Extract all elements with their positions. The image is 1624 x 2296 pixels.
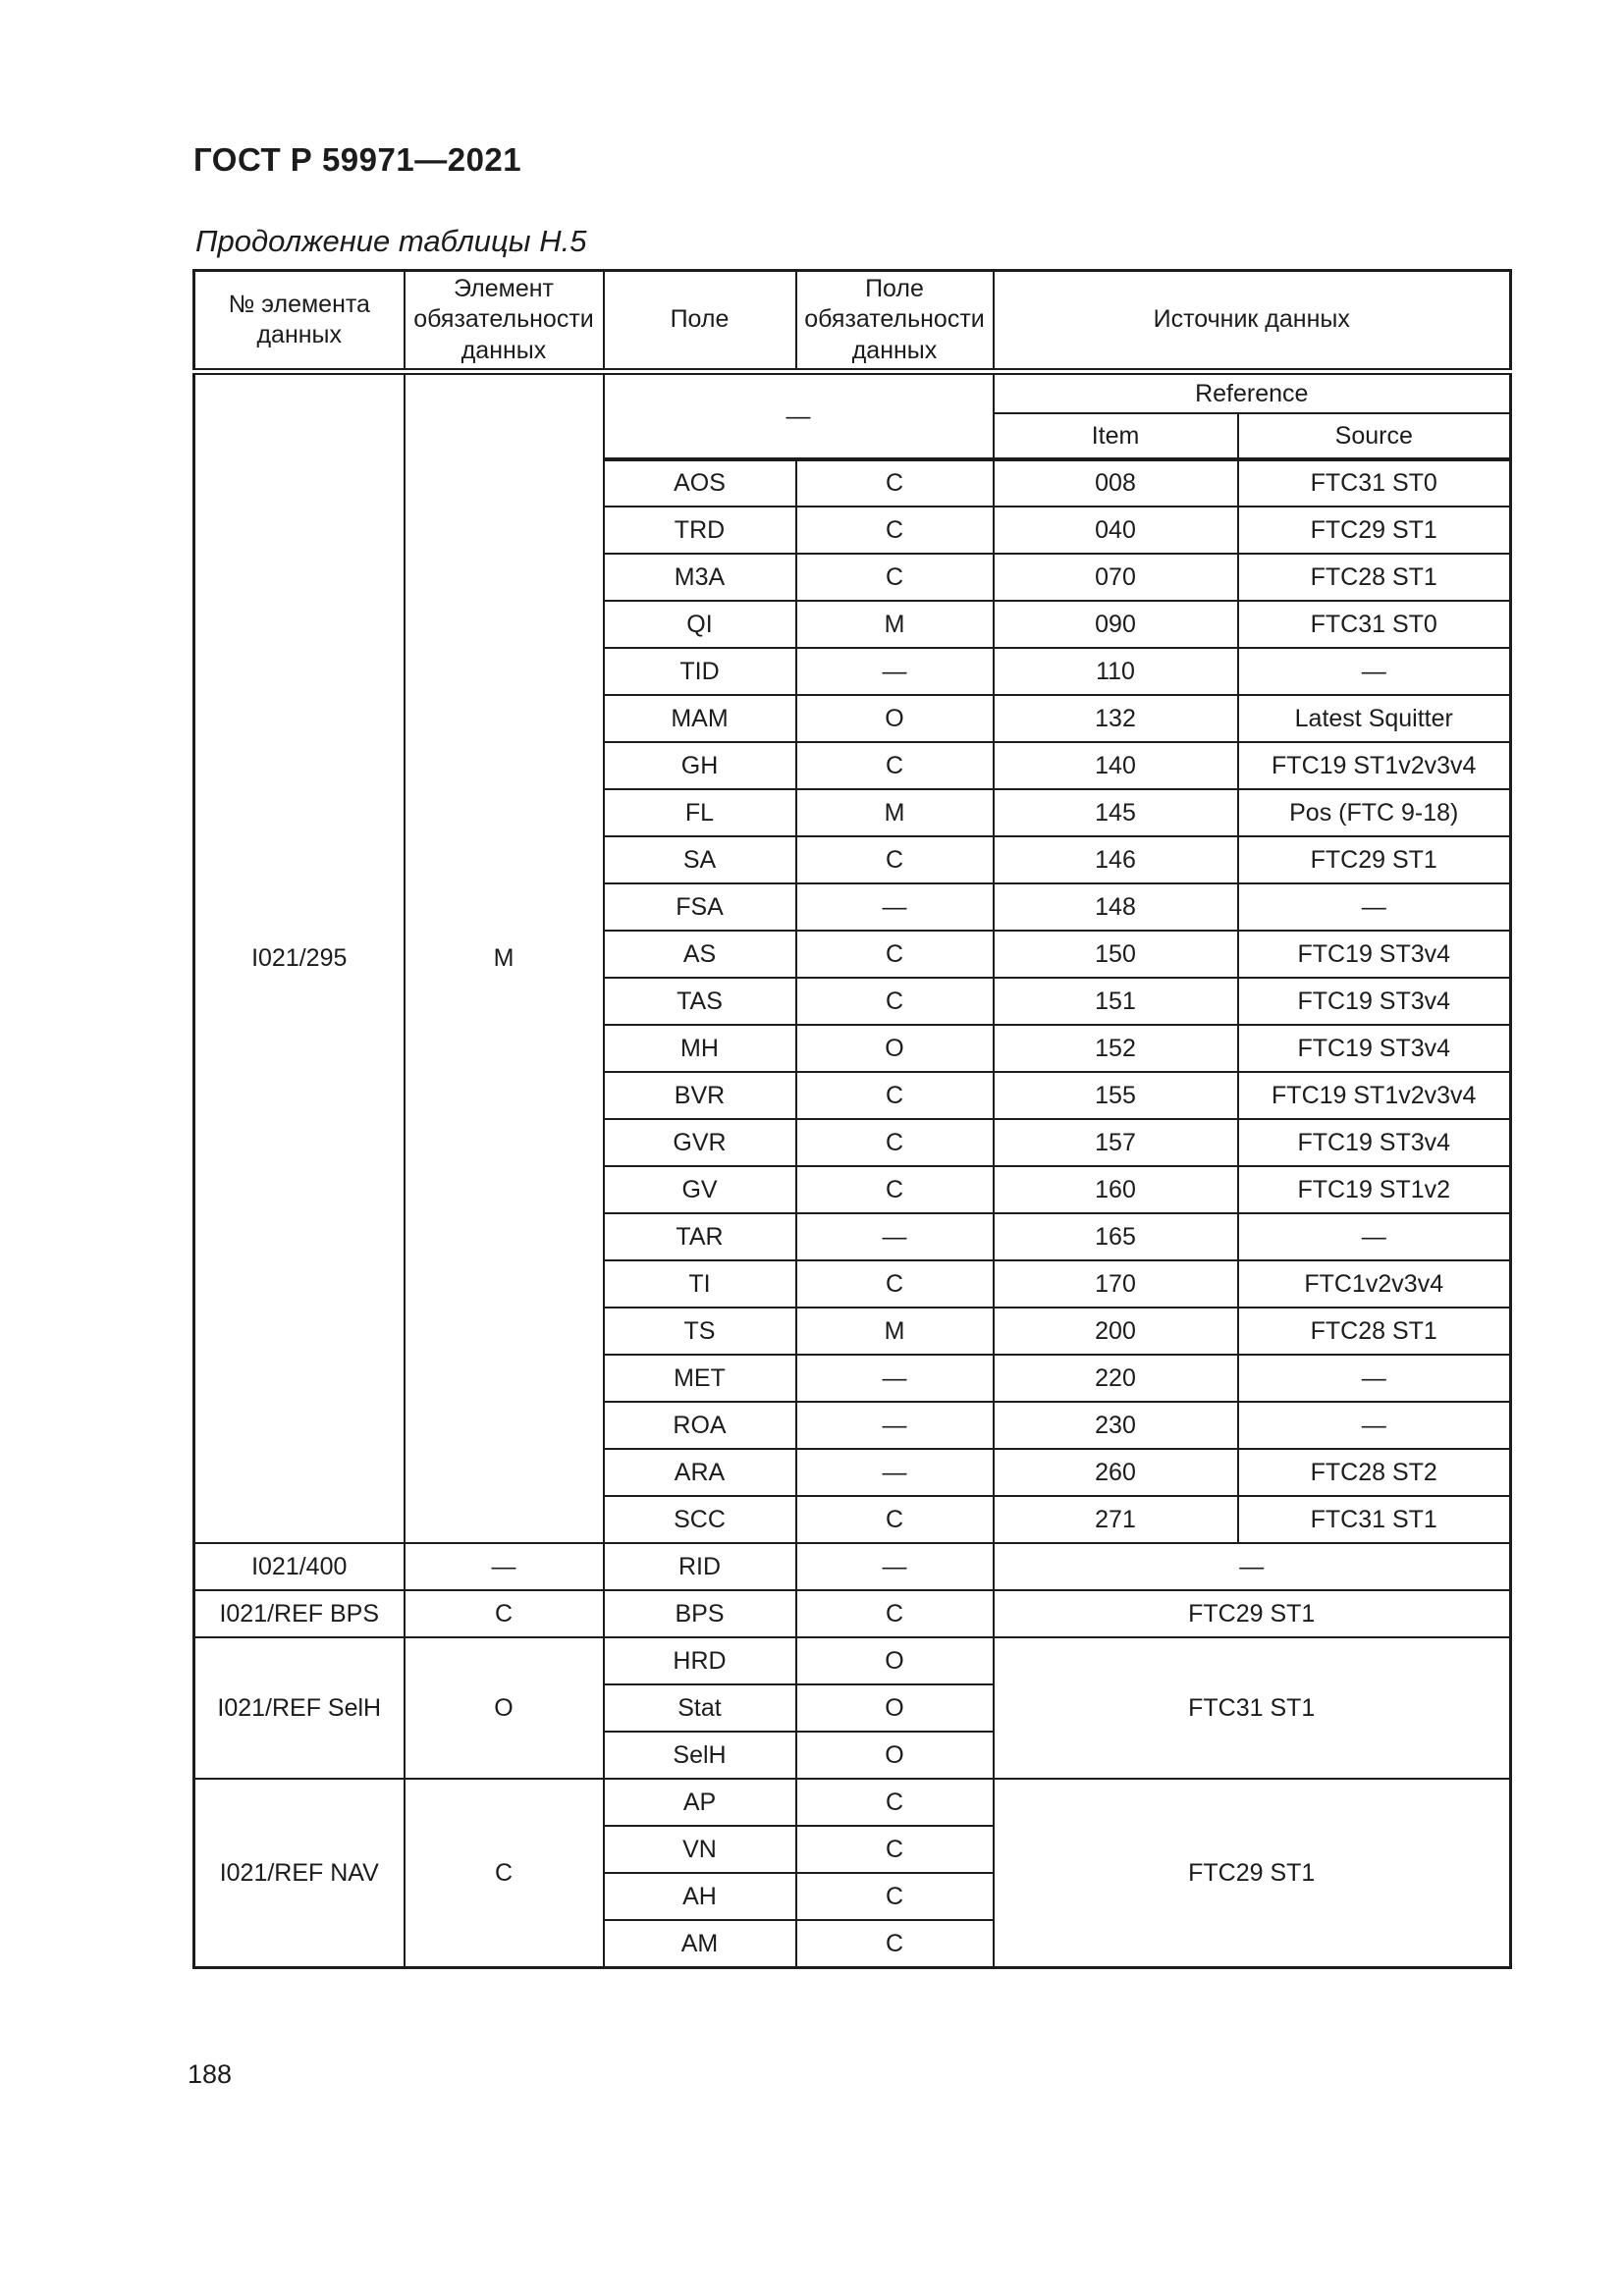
col-header-field-obligation: Поле обязательности данных <box>796 271 994 372</box>
header-row <box>194 271 1511 372</box>
field-cell: QI <box>604 601 796 648</box>
source-cell: — <box>994 1543 1511 1590</box>
table-row-i021-ref-selh <box>194 1637 1511 1684</box>
element-number-cell: I021/REF SelH <box>194 1637 405 1779</box>
field-cell: SCC <box>604 1496 796 1543</box>
field-cell: TAR <box>604 1213 796 1260</box>
item-cell: 110 <box>994 648 1238 695</box>
field-cell: RID <box>604 1543 796 1590</box>
table-row-i021-ref-nav <box>194 1779 1511 1826</box>
field-obligation-cell: C <box>796 931 994 978</box>
item-cell: 165 <box>994 1213 1238 1260</box>
element-obligation-cell: M <box>405 371 604 1543</box>
field-obligation-cell: C <box>796 1119 994 1166</box>
col-header-element-number: № элемента данных <box>194 271 405 372</box>
source-cell: FTC29 ST1 <box>1238 507 1511 554</box>
source-cell: FTC31 ST1 <box>994 1637 1511 1779</box>
field-obligation-cell: C <box>796 1496 994 1543</box>
field-obligation-cell: C <box>796 1166 994 1213</box>
element-obligation-cell: — <box>405 1543 604 1590</box>
field-cell: GVR <box>604 1119 796 1166</box>
field-obligation-cell: — <box>796 1355 994 1402</box>
source-cell: FTC19 ST1v2v3v4 <box>1238 1072 1511 1119</box>
field-cell: VN <box>604 1826 796 1873</box>
source-cell: FTC19 ST3v4 <box>1238 1025 1511 1072</box>
field-obligation-cell: M <box>796 1308 994 1355</box>
field-cell: AP <box>604 1779 796 1826</box>
field-obligation-cell: C <box>796 836 994 883</box>
field-cell: HRD <box>604 1637 796 1684</box>
table-row-i021-400 <box>194 1543 1511 1590</box>
field-cell: AM <box>604 1920 796 1967</box>
field-cell: SA <box>604 836 796 883</box>
field-cell: AH <box>604 1873 796 1920</box>
data-table <box>192 269 1512 1969</box>
item-cell: 230 <box>994 1402 1238 1449</box>
field-cell: GH <box>604 742 796 789</box>
item-cell: 220 <box>994 1355 1238 1402</box>
source-cell: FTC19 ST3v4 <box>1238 978 1511 1025</box>
source-header-cell: Source <box>1238 413 1511 459</box>
source-cell: FTC31 ST0 <box>1238 601 1511 648</box>
item-header-cell: Item <box>994 413 1238 459</box>
source-cell: FTC28 ST1 <box>1238 554 1511 601</box>
source-cell: FTC29 ST1 <box>1238 836 1511 883</box>
source-cell: — <box>1238 883 1511 931</box>
field-cell: MH <box>604 1025 796 1072</box>
element-obligation-cell: C <box>405 1590 604 1637</box>
field-cell: MET <box>604 1355 796 1402</box>
element-number-cell: I021/REF BPS <box>194 1590 405 1637</box>
field-cell: GV <box>604 1166 796 1213</box>
field-cell: BPS <box>604 1590 796 1637</box>
field-obligation-cell: — <box>796 883 994 931</box>
field-cell: ROA <box>604 1402 796 1449</box>
field-cell: TS <box>604 1308 796 1355</box>
item-cell: 132 <box>994 695 1238 742</box>
col-header-field: Поле <box>604 271 796 372</box>
field-obligation-cell: M <box>796 601 994 648</box>
col-header-data-source: Источник данных <box>994 271 1511 372</box>
source-cell: FTC19 ST3v4 <box>1238 931 1511 978</box>
page-title: ГОСТ Р 59971—2021 <box>193 141 522 178</box>
item-cell: 151 <box>994 978 1238 1025</box>
field-cell: BVR <box>604 1072 796 1119</box>
field-obligation-cell: — <box>796 1213 994 1260</box>
field-obligation-cell: — <box>796 648 994 695</box>
field-obligation-cell: C <box>796 1779 994 1826</box>
field-cell: ARA <box>604 1449 796 1496</box>
element-number-cell: I021/400 <box>194 1543 405 1590</box>
field-cell: AOS <box>604 459 796 507</box>
field-obligation-cell: O <box>796 1025 994 1072</box>
source-cell: FTC31 ST1 <box>1238 1496 1511 1543</box>
element-number-cell: I021/REF NAV <box>194 1779 405 1967</box>
field-obligation-cell: C <box>796 459 994 507</box>
source-cell: FTC1v2v3v4 <box>1238 1260 1511 1308</box>
field-cell: M3A <box>604 554 796 601</box>
col-header-element-obligation: Элемент обязательности данных <box>405 271 604 372</box>
field-obligation-cell: C <box>796 1873 994 1920</box>
field-cell: Stat <box>604 1684 796 1732</box>
field-obligation-cell: O <box>796 1637 994 1684</box>
field-obligation-cell: C <box>796 1826 994 1873</box>
field-obligation-cell: M <box>796 789 994 836</box>
field-cell: SelH <box>604 1732 796 1779</box>
field-cell: FSA <box>604 883 796 931</box>
field-obligation-cell: C <box>796 978 994 1025</box>
item-cell: 157 <box>994 1119 1238 1166</box>
field-cell: MAM <box>604 695 796 742</box>
field-obligation-cell: — <box>796 1543 994 1590</box>
source-cell: FTC19 ST1v2 <box>1238 1166 1511 1213</box>
page-number: 188 <box>188 2059 233 2089</box>
field-obligation-cell: O <box>796 1732 994 1779</box>
item-cell: 150 <box>994 931 1238 978</box>
item-cell: 271 <box>994 1496 1238 1543</box>
field-cell: TI <box>604 1260 796 1308</box>
source-cell: FTC29 ST1 <box>994 1779 1511 1967</box>
reference-header-cell: Reference <box>994 371 1511 413</box>
field-cell: TRD <box>604 507 796 554</box>
item-cell: 260 <box>994 1449 1238 1496</box>
source-cell: — <box>1238 1213 1511 1260</box>
item-cell: 200 <box>994 1308 1238 1355</box>
field-cell: TAS <box>604 978 796 1025</box>
item-cell: 170 <box>994 1260 1238 1308</box>
source-cell: — <box>1238 648 1511 695</box>
field-obligation-cell: — <box>796 1402 994 1449</box>
element-number-cell: I021/295 <box>194 371 405 1543</box>
item-cell: 148 <box>994 883 1238 931</box>
item-cell: 145 <box>994 789 1238 836</box>
source-cell: FTC31 ST0 <box>1238 459 1511 507</box>
item-cell: 008 <box>994 459 1238 507</box>
table-row-i021-ref-bps <box>194 1590 1511 1637</box>
field-obligation-cell: C <box>796 1072 994 1119</box>
field-obligation-cell: C <box>796 1590 994 1637</box>
source-cell: Pos (FTC 9-18) <box>1238 789 1511 836</box>
source-cell: Latest Squitter <box>1238 695 1511 742</box>
source-cell: FTC28 ST2 <box>1238 1449 1511 1496</box>
field-obligation-cell: C <box>796 742 994 789</box>
field-obligation-cell: C <box>796 507 994 554</box>
field-cell: FL <box>604 789 796 836</box>
item-cell: 040 <box>994 507 1238 554</box>
element-obligation-cell: C <box>405 1779 604 1967</box>
item-cell: 090 <box>994 601 1238 648</box>
field-obligation-cell: C <box>796 1260 994 1308</box>
source-cell: FTC29 ST1 <box>994 1590 1511 1637</box>
item-cell: 152 <box>994 1025 1238 1072</box>
item-cell: 160 <box>994 1166 1238 1213</box>
reference-header-row <box>194 371 1511 413</box>
field-cell: TID <box>604 648 796 695</box>
field-cell: AS <box>604 931 796 978</box>
field-obligation-cell: O <box>796 1684 994 1732</box>
item-cell: 070 <box>994 554 1238 601</box>
item-cell: 155 <box>994 1072 1238 1119</box>
field-obligation-cell: C <box>796 554 994 601</box>
field-obligation-cell: C <box>796 1920 994 1967</box>
source-cell: FTC28 ST1 <box>1238 1308 1511 1355</box>
source-cell: — <box>1238 1402 1511 1449</box>
item-cell: 140 <box>994 742 1238 789</box>
source-cell: — <box>1238 1355 1511 1402</box>
table-caption: Продолжение таблицы Н.5 <box>195 224 587 258</box>
source-cell: FTC19 ST1v2v3v4 <box>1238 742 1511 789</box>
field-obligation-cell: O <box>796 695 994 742</box>
field-placeholder-cell: — <box>604 371 994 459</box>
element-obligation-cell: O <box>405 1637 604 1779</box>
item-cell: 146 <box>994 836 1238 883</box>
source-cell: FTC19 ST3v4 <box>1238 1119 1511 1166</box>
field-obligation-cell: — <box>796 1449 994 1496</box>
